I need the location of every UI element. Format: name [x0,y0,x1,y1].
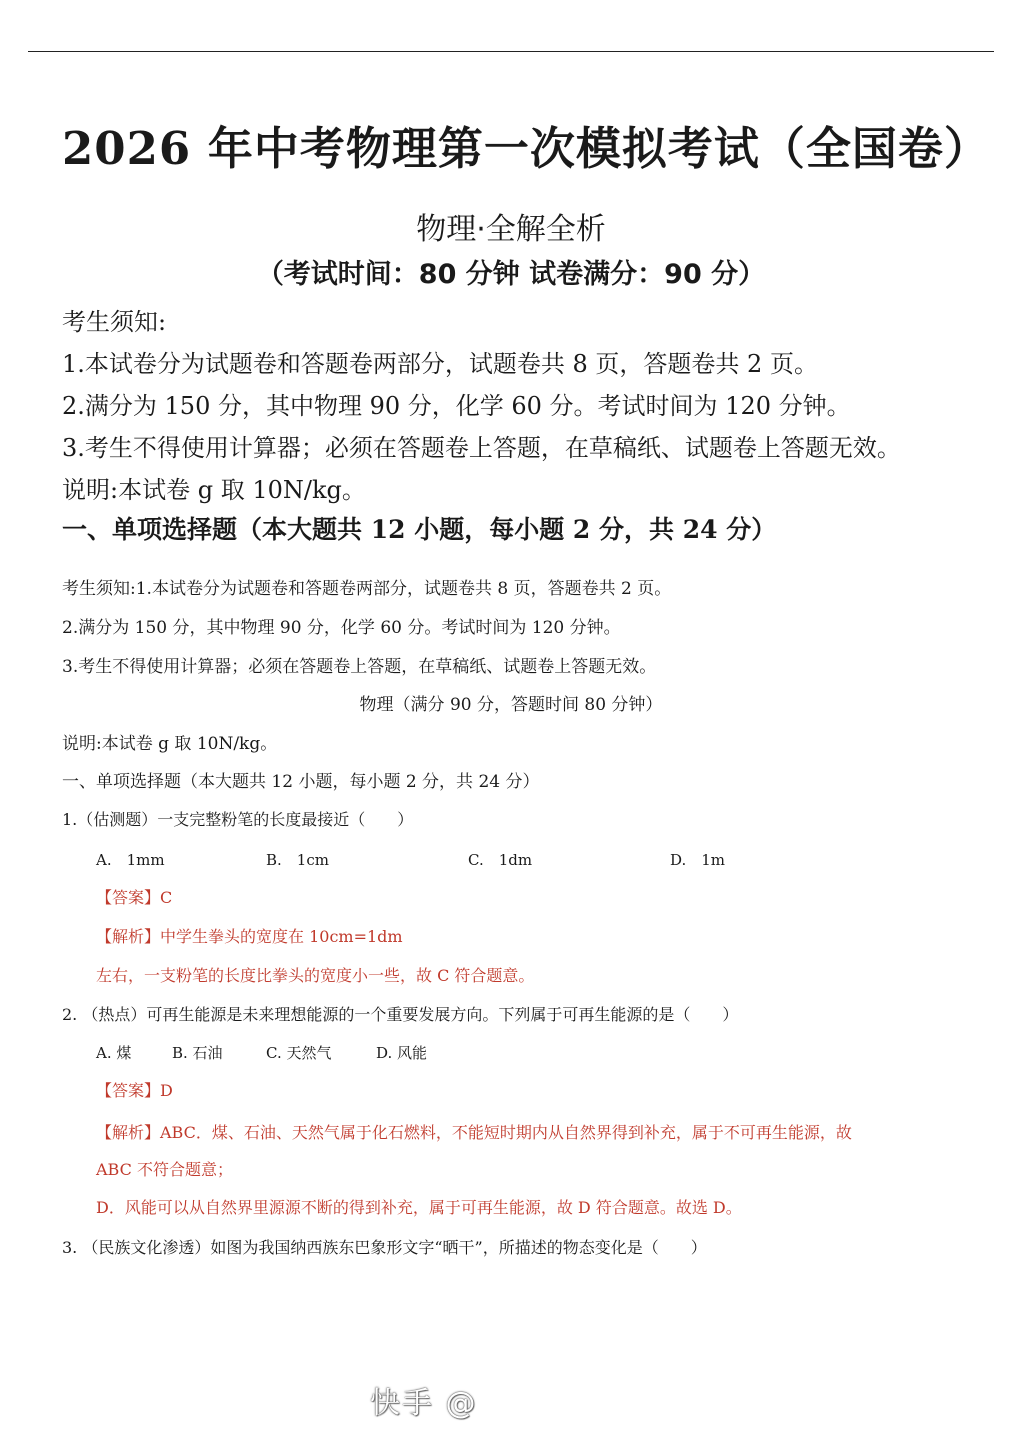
repeat-note: 说明:本试卷 g 取 10N/kg。 [62,734,278,754]
q2-option-a: A. 煤 [96,1044,132,1062]
q2-option-c: C. 天然气 [266,1044,332,1062]
notice-item-2: 2.满分为 150 分，其中物理 90 分，化学 60 分。考试时间为 120 分钟。 [62,392,851,420]
repeat-line-3: 3.考生不得使用计算器；必须在答题卷上答题，在草稿纸、试题卷上答题无效。 [62,657,657,677]
q1-stem: 1.（估测题）一支完整粉笔的长度最接近（ ） [62,810,414,829]
q2-analysis-2: ABC 不符合题意； [96,1160,233,1179]
repeat-line-2: 2.满分为 150 分，其中物理 90 分，化学 60 分。考试时间为 120 分钟。 [62,618,621,638]
repeat-center: 物理（满分 90 分，答题时间 80 分钟） [359,695,663,715]
notice-item-3: 3.考生不得使用计算器；必须在答题卷上答题，在草稿纸、试题卷上答题无效。 [62,434,901,462]
notice-note: 说明:本试卷 g 取 10N/kg。 [62,476,366,504]
q2-analysis-3: D．风能可以从自然界里源源不断的得到补充，属于可再生能源，故 D 符合题意。故选 D。 [96,1198,742,1217]
q1-option-b: B. 1cm [266,851,329,869]
notice-item-1: 1.本试卷分为试题卷和答题卷两部分，试题卷共 8 页，答题卷共 2 页。 [62,350,818,378]
q1-option-c: C. 1dm [468,851,533,869]
repeat-line-1: 考生须知:1.本试卷分为试题卷和答题卷两部分，试题卷共 8 页，答题卷共 2 页。 [62,579,672,599]
repeat-section: 一、单项选择题（本大题共 12 小题，每小题 2 分，共 24 分） [62,772,540,792]
page-title: 2026 年中考物理第一次模拟考试（全国卷） [62,122,990,175]
watermark: 快手 @ [370,1386,478,1421]
q2-analysis-1: 【解析】ABC．煤、石油、天然气属于化石燃料，不能短时期内从自然界得到补充，属于不可再生能源，故 [96,1123,852,1142]
q2-option-b: B. 石油 [172,1044,223,1062]
q1-answer: 【答案】C [96,888,173,907]
q2-stem: 2. （热点）可再生能源是未来理想能源的一个重要发展方向。下列属于可再生能源的是（ ） [62,1005,739,1024]
q1-analysis-2: 左右，一支粉笔的长度比拳头的宽度小一些，故 C 符合题意。 [96,966,535,985]
section-heading: 一、单项选择题（本大题共 12 小题，每小题 2 分，共 24 分） [62,515,777,544]
q3-stem: 3. （民族文化渗透）如图为我国纳西族东巴象形文字“晒干”，所描述的物态变化是（ ） [62,1238,707,1257]
q2-answer: 【答案】D [96,1081,173,1100]
q1-option-d: D. 1m [670,851,726,869]
notice-heading: 考生须知: [62,308,167,336]
top-rule [28,51,994,52]
subtitle: 物理·全解全析 [416,212,606,247]
q1-option-a: A. 1mm [96,851,165,869]
q1-analysis-1: 【解析】中学生拳头的宽度在 10cm=1dm [96,927,403,946]
q2-option-d: D. 风能 [376,1044,428,1062]
exam-info: （考试时间：80 分钟 试卷满分：90 分） [256,259,766,290]
